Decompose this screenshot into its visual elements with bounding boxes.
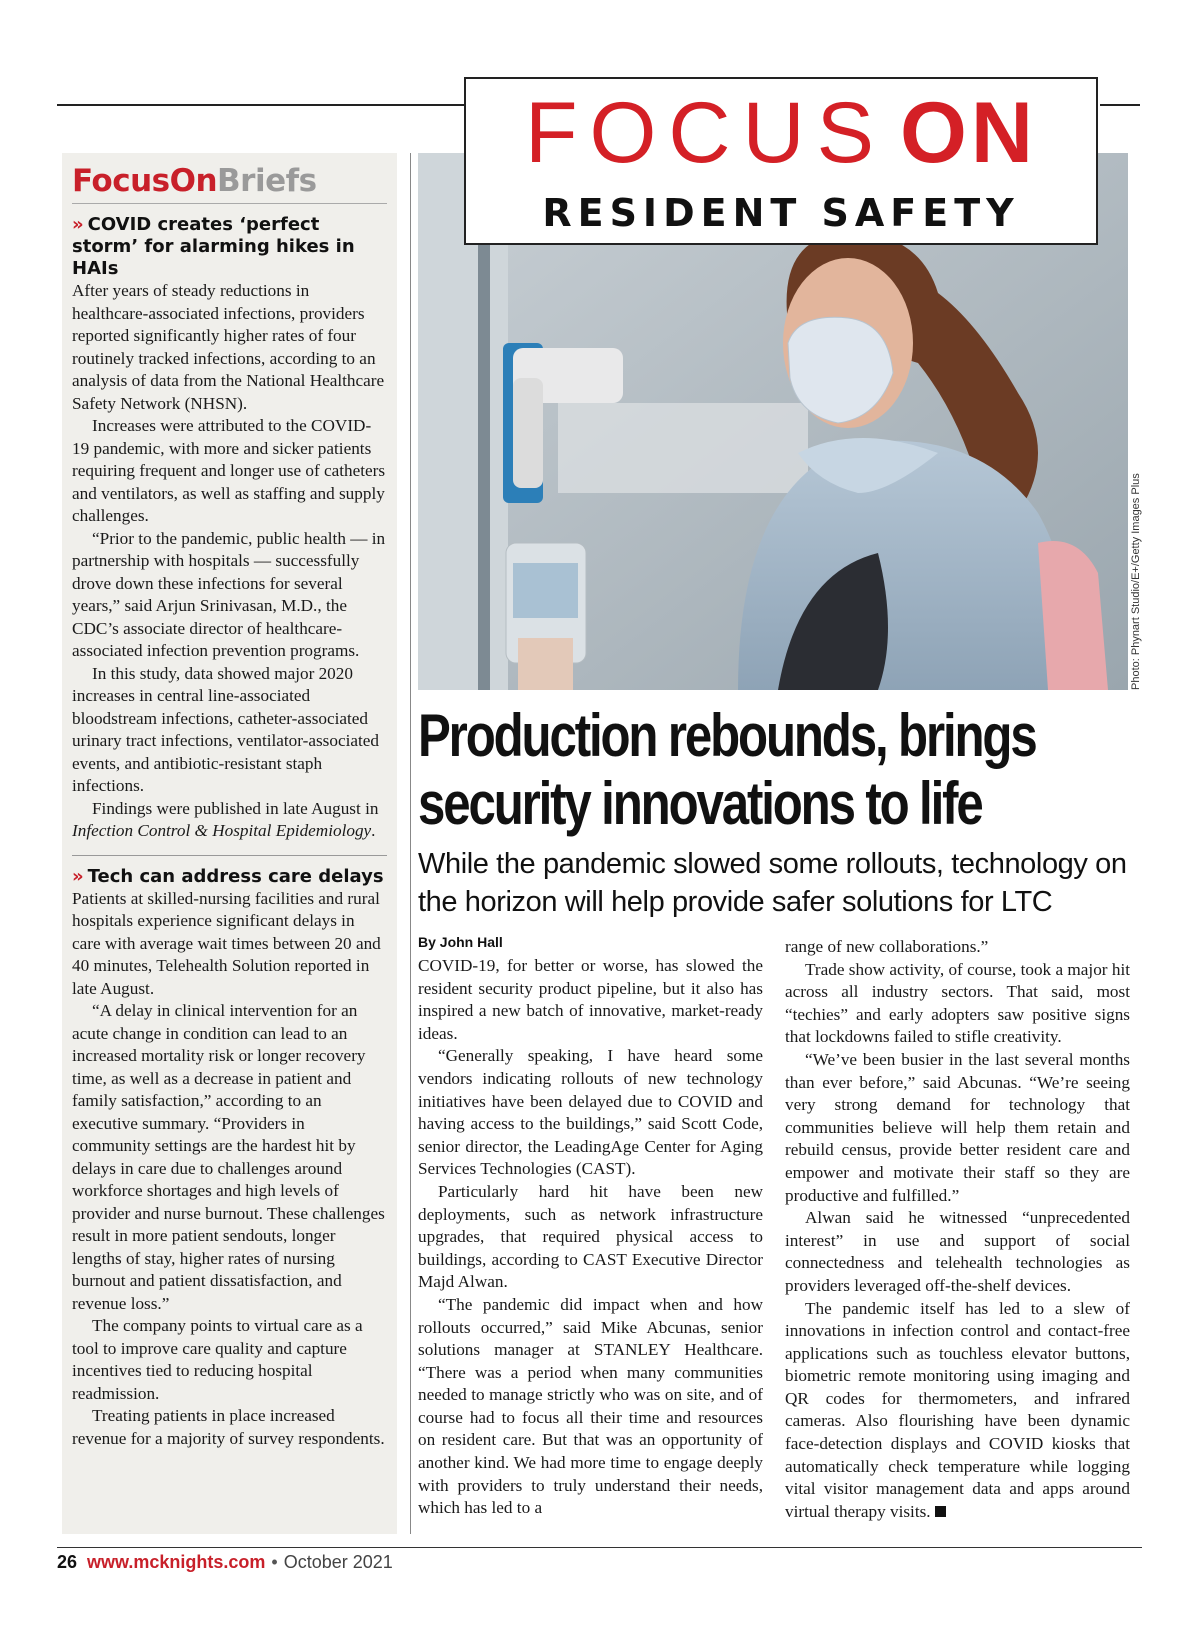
article-headline: Production rebounds, brings security innovations to life <box>418 702 1036 837</box>
journal-title: Infection Control & Hospital Epidemiology <box>72 821 372 840</box>
issue-date: October 2021 <box>283 1552 393 1572</box>
article-paragraph: Particularly hard hit have been new deployments, such as network infrastructure upgrades, that required physical access to buildings, according to CAST Executive Director Majd Alwan. <box>418 1181 763 1292</box>
brief-paragraph: Patients at skilled-nursing facilities and rural hospitals experience significant delays in care with average wait times between 20 and 40 minutes, Telehealth Solution reported in late August. <box>72 888 381 998</box>
page-number: 26 <box>57 1552 78 1572</box>
brief-headline: » Tech can address care delays <box>72 865 384 887</box>
brief-paragraph: Increases were attributed to the COVID-19 pandemic, with more and sicker patients requiring frequent and longer use of catheters and ventilators, as well as staffing and supply challenges. <box>72 416 386 525</box>
focus-on-header <box>464 77 1098 245</box>
brief-divider <box>72 855 387 856</box>
separator: • <box>271 1552 278 1572</box>
site-link[interactable]: www.mcknights.com <box>87 1552 266 1572</box>
article-paragraph: “The pandemic did impact when and how rollouts occurred,” said Mike Abcunas, senior solutions manager at STANLEY Healthcare. “There was a period when many communities needed to manage strictly who was on site, and of course had to focus all their time and resources on resident care. But that was an opportunity of another kind. We had more time to engage deeply with providers to truly understand their needs, which has led to a <box>418 1294 763 1518</box>
brief-paragraph: The company points to virtual care as a tool to improve care quality and capture incentives tied to reducing hospital readmission. <box>72 1316 363 1403</box>
article-paragraph: range of new collaborations.” <box>785 937 989 956</box>
brief-paragraph: In this study, data showed major 2020 increases in central line-associated bloodstream infections, catheter-associated urinary tract infections, ventilator-associated events, and antibiotic-resistant staph infections. <box>72 663 379 795</box>
chevron-right-icon: » <box>72 214 84 235</box>
brief-paragraph: “A delay in clinical intervention for an acute change in condition can lead to an increased mortality risk or longer recovery time, as well as a decrease in patient and family satisfaction,” according to an executive summary. “Providers in community settings are the hardest hit by delays in care due to challenges around workforce shortages and high levels of provider and nurse burnout. These challenges result in more patient sendouts, longer lengths of stay, higher rates of nursing burnout and patient dissatisfaction, and revenue loss.” <box>72 1001 385 1313</box>
focus-on-briefs-sidebar <box>62 153 397 1534</box>
brief-care-delays <box>72 866 387 1451</box>
top-rule-left <box>57 104 467 106</box>
article-paragraph: COVID-19, for better or worse, has slowed the resident security product pipeline, but it also has inspired a new batch of innovative, market-ready ideas. <box>418 956 763 1043</box>
article-column-1 <box>418 955 763 1520</box>
photo-credit: Photo: Phynart Studio/E+/Getty Images Plus <box>1130 473 1142 690</box>
column-divider <box>410 153 411 1534</box>
brief-paragraph: Findings were published in late August in Infection Control & Hospital Epidemiology. <box>72 798 379 840</box>
top-rule-right <box>1100 104 1140 106</box>
article-paragraph: Alwan said he witnessed “unprecedented interest” in use and support of social connectedness and telehealth technologies as providers leveraged off-the-shelf devices. <box>785 1208 1130 1295</box>
byline: By John Hall <box>418 934 503 950</box>
brief-hai <box>72 214 387 843</box>
chevron-right-icon: » <box>72 865 84 887</box>
article-deck: While the pandemic slowed some rollouts, technology on the horizon will help provide safer solutions for LTC <box>418 848 1127 918</box>
article-paragraph: “We’ve been busier in the last several months than ever before,” said Abcunas. “We’re seeing very strong demand for technology that communities believe will help them retain and rebuild census, provide better resident care and empower and motivate their staff so they are productive and fulfilled.” <box>785 1049 1130 1205</box>
article-column-2 <box>785 936 1130 1523</box>
brief-paragraph: Treating patients in place increased revenue for a majority of survey respondents. <box>72 1406 385 1448</box>
article-paragraph: The pandemic itself has led to a slew of innovations in infection control and contact-free applications such as touchless elevator buttons, biometric remote monitoring using imaging and QR codes for thermometers, and infrared cameras. Also flourishing have been dynamic face-detection displays and COVID kiosks that automatically check temperature while logging vital visitor management data and apps around virtual therapy visits. <box>785 1298 1130 1521</box>
sidebar-title: FocusOnBriefs <box>72 163 387 204</box>
article-paragraph: Trade show activity, of course, took a major hit across all industry sectors. That said, most “techies” and early adopters saw positive signs that lockdowns failed to stifle creativity. <box>785 959 1130 1047</box>
focus-on-title: FOCUS ON <box>525 85 1037 181</box>
brief-paragraph: After years of steady reductions in healthcare-associated infections, providers reported significantly higher rates of four routinely tracked infections, according to an analysis of data from the National Healthcare Safety Network (NHSN). <box>72 281 385 413</box>
section-title: RESIDENT SAFETY <box>542 191 1020 235</box>
page-footer <box>57 1552 393 1573</box>
article-paragraph: “Generally speaking, I have heard some vendors indicating rollouts of new technology initiatives have been delayed due to COVID and having access to the buildings,” said Scott Code, senior director, the LeadingAge Center for Aging Services Technologies (CAST). <box>418 1046 763 1179</box>
footer-rule <box>57 1547 1142 1548</box>
brief-paragraph: “Prior to the pandemic, public health — in partnership with hospitals — successfully drove down these infections for several years,” said Arjun Srinivasan, M.D., the CDC’s associate director of healthcare-associated infection prevention programs. <box>72 528 386 660</box>
end-mark-icon <box>935 1506 946 1517</box>
brief-headline: » COVID creates ‘perfect storm’ for alarming hikes in HAIs <box>72 214 355 279</box>
